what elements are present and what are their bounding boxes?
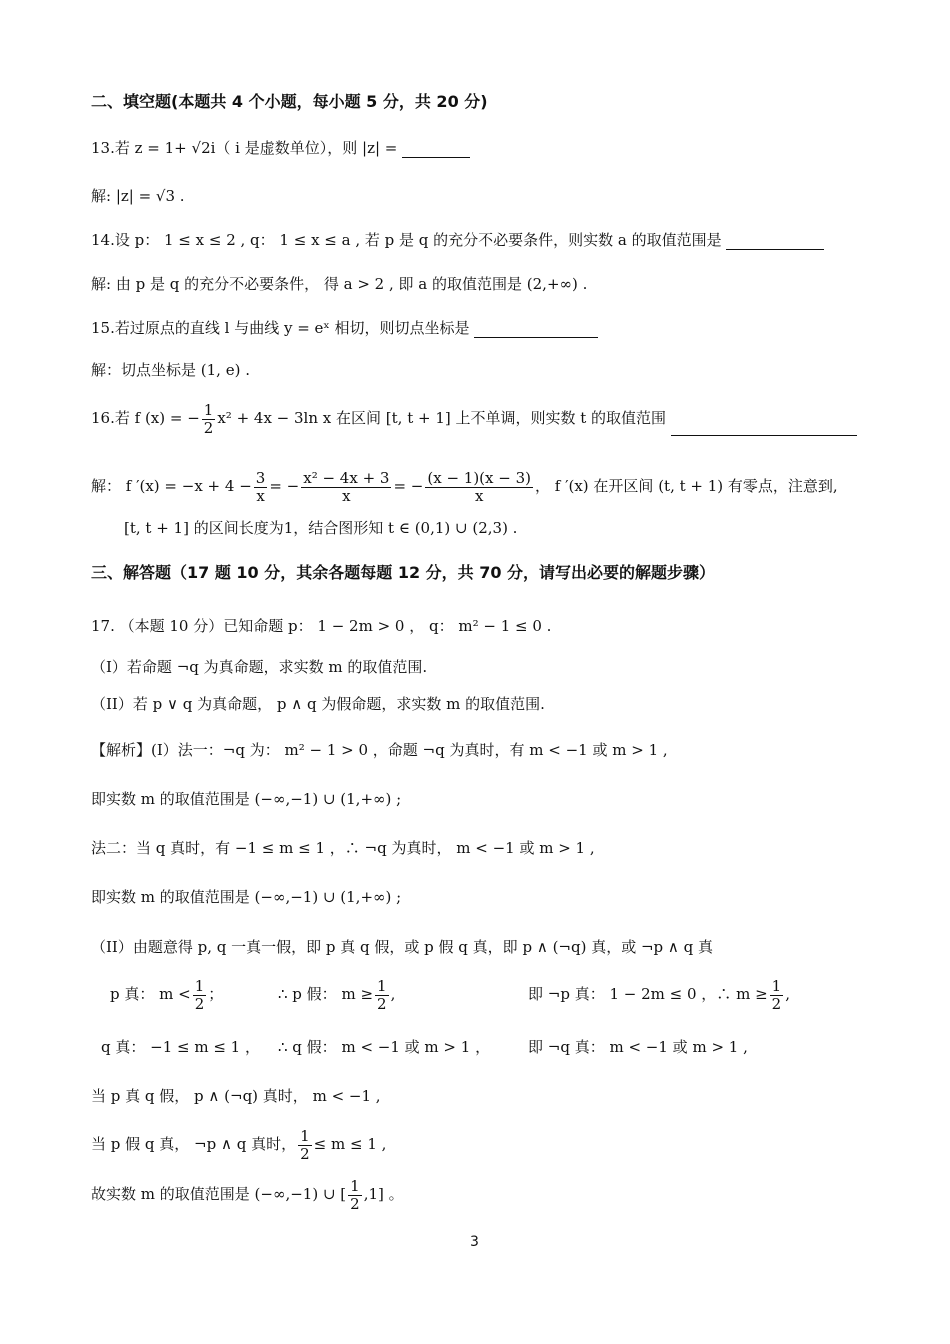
answer-16-line1 bbox=[91, 470, 838, 504]
fraction-denominator: 2 bbox=[300, 1144, 310, 1163]
answer-blank bbox=[402, 141, 470, 158]
fraction-numerator: 1 bbox=[377, 977, 387, 995]
row-text: ≤ m ≤ 1 , bbox=[313, 1135, 387, 1153]
solution-line: 即实数 m 的取值范围是 (−∞,−1) ∪ (1,+∞) ; bbox=[91, 790, 402, 808]
solution-line: 法二：当 q 真时，有 −1 ≤ m ≤ 1 ，∴ ¬q 为真时， m < −1 或 m > 1 , bbox=[91, 839, 595, 857]
question-16-pre: 16.若 f (x) = − bbox=[91, 409, 200, 427]
answer-15: 解：切点坐标是 (1, e) . bbox=[91, 361, 250, 379]
row-text: ∴ p 假： m ≥ bbox=[278, 985, 374, 1003]
fraction-denominator: x bbox=[342, 486, 351, 505]
solution-row-p-true bbox=[110, 978, 223, 1012]
fraction-numerator: 1 bbox=[350, 1177, 360, 1195]
fraction bbox=[348, 1178, 362, 1212]
row-text: 当 p 假 q 真， ¬p ∧ q 真时， bbox=[91, 1135, 297, 1153]
fraction bbox=[254, 470, 268, 504]
row-text: , bbox=[785, 985, 790, 1003]
solution-line: 即实数 m 的取值范围是 (−∞,−1) ∪ (1,+∞) ; bbox=[91, 888, 402, 906]
fraction bbox=[298, 1128, 312, 1162]
fraction-denominator: 2 bbox=[350, 1194, 360, 1213]
answer-16-pre: 解： f ′(x) = −x + 4 − bbox=[91, 477, 252, 495]
equals-sign: = − bbox=[269, 477, 300, 495]
solution-row-not-q-true: 即 ¬q 真： m < −1 或 m > 1 , bbox=[528, 1038, 748, 1056]
equals-sign: = − bbox=[393, 477, 424, 495]
question-15-text: 15.若过原点的直线 l 与曲线 y = eˣ 相切，则切点坐标是 bbox=[91, 319, 470, 337]
question-17-part1: （I）若命题 ¬q 为真命题，求实数 m 的取值范围. bbox=[91, 658, 428, 676]
solution-case-2 bbox=[91, 1128, 386, 1162]
answer-blank bbox=[671, 419, 857, 436]
question-14 bbox=[91, 230, 824, 250]
solution-line: （II）由题意得 p, q 一真一假，即 p 真 q 假，或 p 假 q 真，即 p ∧ (¬q) 真，或 ¬p ∧ q 真 bbox=[91, 938, 714, 956]
question-16 bbox=[91, 402, 857, 436]
fraction-denominator: x bbox=[256, 486, 265, 505]
fraction-numerator: (x − 1)(x − 3) bbox=[427, 469, 531, 487]
fraction bbox=[770, 978, 784, 1012]
fraction bbox=[202, 402, 216, 436]
question-17-stem: 17. （本题 10 分）已知命题 p： 1 − 2m > 0 ， q： m² − 1 ≤ 0 . bbox=[91, 617, 552, 635]
fraction-numerator: 1 bbox=[203, 401, 214, 419]
solution-row-q-true: q 真： −1 ≤ m ≤ 1 ， bbox=[101, 1038, 260, 1056]
fraction-denominator: x bbox=[474, 486, 484, 505]
question-13 bbox=[91, 138, 470, 158]
fraction-denominator: 2 bbox=[771, 994, 782, 1013]
question-17-part2: （II）若 p ∨ q 为真命题， p ∧ q 为假命题，求实数 m 的取值范围. bbox=[91, 695, 545, 713]
answer-13: 解: |z| = √3 . bbox=[91, 187, 185, 205]
question-16-post: x² + 4x − 3ln x 在区间 [t, t + 1] 上不单调，则实数 t 的取值范围 bbox=[217, 409, 667, 427]
page-number: 3 bbox=[470, 1234, 479, 1250]
section-title-solutions: 三、解答题（17 题 10 分，其余各题每题 12 分，共 70 分，请写出必要的解题步骤） bbox=[91, 563, 716, 582]
row-text: , bbox=[390, 985, 396, 1003]
question-14-text: 14.设 p： 1 ≤ x ≤ 2 , q： 1 ≤ x ≤ a , 若 p 是 q 的充分不必要条件，则实数 a 的取值范围是 bbox=[91, 231, 722, 249]
answer-14: 解: 由 p 是 q 的充分不必要条件， 得 a > 2 , 即 a 的取值范围是 (2,+∞) . bbox=[91, 275, 588, 293]
fraction-denominator: 2 bbox=[377, 994, 387, 1013]
fraction bbox=[375, 978, 389, 1012]
question-15 bbox=[91, 318, 598, 338]
fraction bbox=[193, 978, 207, 1012]
answer-16-post: ， f ′(x) 在开区间 (t, t + 1) 有零点，注意到, bbox=[535, 477, 838, 495]
answer-blank bbox=[726, 233, 824, 250]
answer-blank bbox=[474, 321, 598, 338]
answer-16-line2: [t, t + 1] 的区间长度为1，结合图形知 t ∈ (0,1) ∪ (2,3) . bbox=[124, 519, 518, 537]
solution-final bbox=[91, 1178, 404, 1212]
fraction-denominator: 2 bbox=[194, 994, 205, 1013]
fraction bbox=[425, 470, 533, 504]
solution-row-p-false bbox=[278, 978, 395, 1012]
fraction-numerator: 1 bbox=[194, 977, 205, 995]
solution-case-1: 当 p 真 q 假， p ∧ (¬q) 真时， m < −1 , bbox=[91, 1087, 381, 1105]
fraction-numerator: 1 bbox=[771, 977, 782, 995]
question-13-text: 13.若 z = 1+ √2i（ i 是虚数单位），则 |z| = bbox=[91, 139, 398, 157]
row-text: 即 ¬p 真： 1 − 2m ≤ 0 ，∴ m ≥ bbox=[528, 985, 768, 1003]
solution-line: 【解析】(I）法一：¬q 为： m² − 1 > 0 ，命题 ¬q 为真时，有 m < −1 或 m > 1 , bbox=[91, 741, 668, 759]
fraction bbox=[301, 470, 391, 504]
solution-row-q-false: ∴ q 假： m < −1 或 m > 1 ， bbox=[278, 1038, 491, 1056]
section-title-fill-in: 二、填空题(本题共 4 个小题，每小题 5 分，共 20 分) bbox=[91, 92, 488, 111]
solution-row-not-p-true bbox=[528, 978, 790, 1012]
fraction-numerator: 1 bbox=[300, 1127, 310, 1145]
row-text: 故实数 m 的取值范围是 (−∞,−1) ∪ [ bbox=[91, 1185, 347, 1203]
fraction-numerator: x² − 4x + 3 bbox=[303, 469, 390, 487]
fraction-numerator: 3 bbox=[255, 469, 266, 487]
fraction-denominator: 2 bbox=[203, 418, 214, 437]
row-text: ,1] 。 bbox=[363, 1185, 404, 1203]
row-text: ； bbox=[208, 985, 224, 1003]
row-text: p 真： m < bbox=[110, 985, 191, 1003]
